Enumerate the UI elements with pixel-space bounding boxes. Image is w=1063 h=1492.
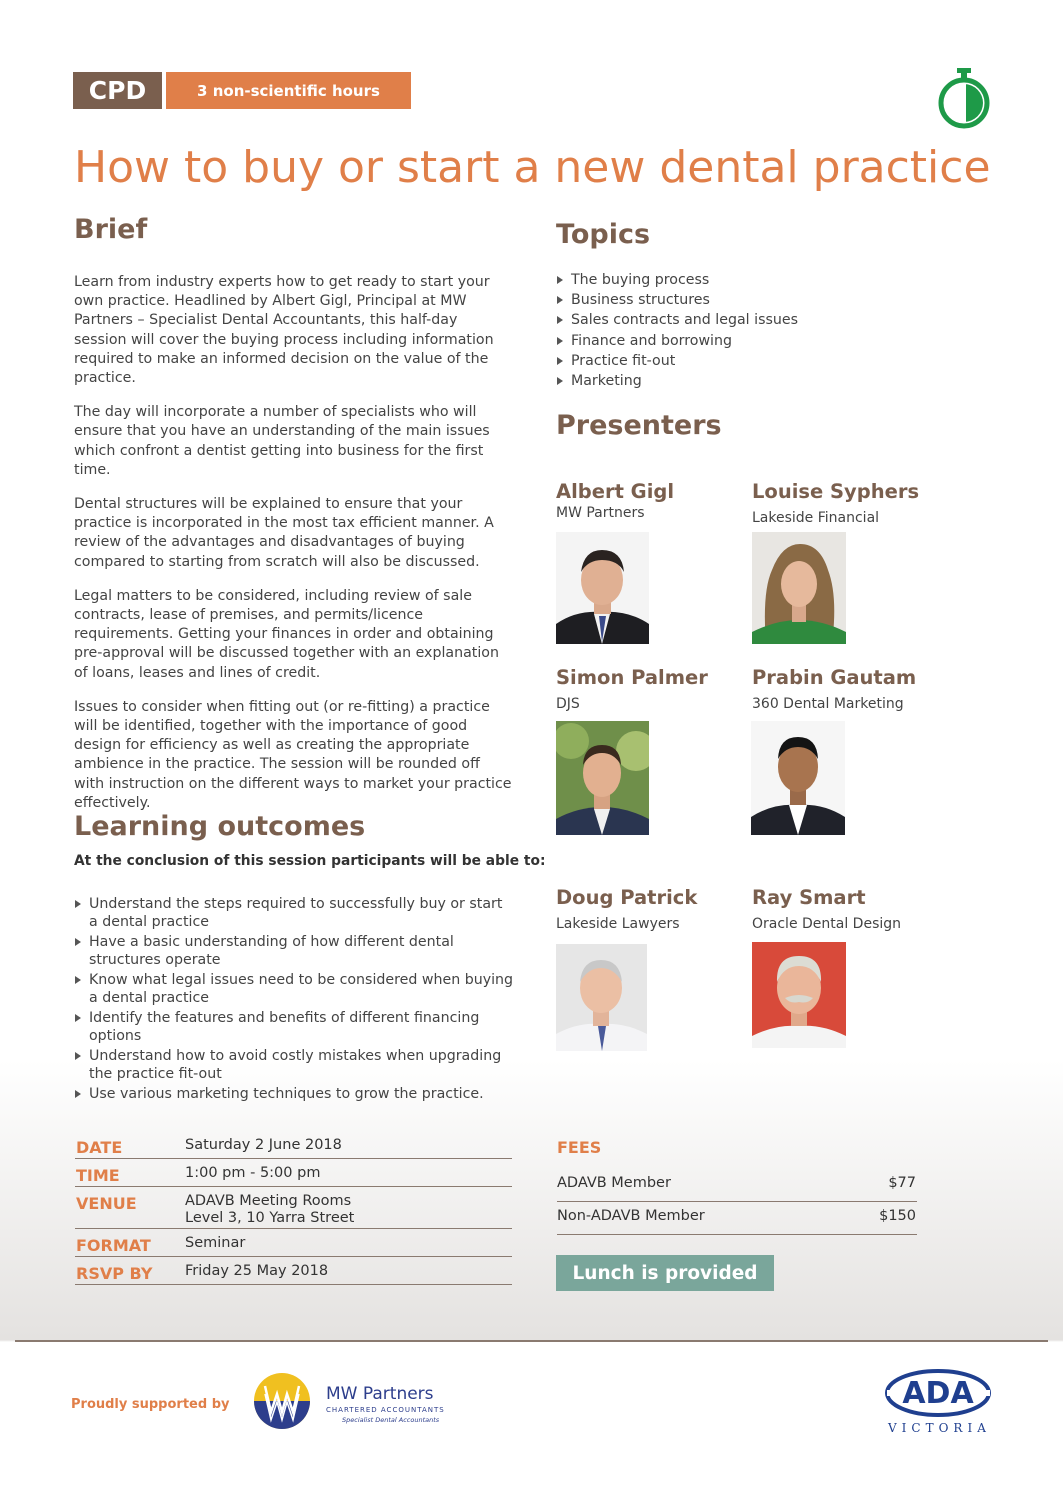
event-format-label: FORMAT (76, 1236, 151, 1255)
fee-row (557, 1175, 917, 1202)
presenter-photo (751, 721, 845, 835)
learning-intro: At the conclusion of this session participants will be able to: (74, 853, 546, 869)
event-time-row (75, 1159, 512, 1187)
learning-heading: Learning outcomes (74, 811, 366, 842)
presenter-org: Lakeside Financial (752, 510, 880, 526)
ada-victoria-label: VICTORIA (888, 1421, 991, 1435)
list-item: Understand the steps required to successfully buy or start a dental practice (74, 895, 514, 931)
list-item: Sales contracts and legal issues (556, 310, 798, 330)
presenter-org: 360 Dental Marketing (752, 696, 904, 712)
list-item: Finance and borrowing (556, 331, 798, 351)
brief-paragraph: The day will incorporate a number of specialists who will ensure that you have an understanding of the main issues which confront a dentist getting into business for the first time. (74, 404, 490, 478)
event-venue-label: VENUE (76, 1194, 137, 1213)
presenter-name: Doug Patrick (556, 886, 698, 909)
topics-heading: Topics (556, 219, 651, 250)
event-venue-line1: ADAVB Meeting Rooms (185, 1193, 352, 1209)
event-venue-line2: Level 3, 10 Yarra Street (185, 1210, 355, 1226)
event-date-label: DATE (76, 1138, 123, 1157)
mw-partners-subtitle: CHARTERED ACCOUNTANTS (326, 1406, 445, 1414)
list-item: The buying process (556, 270, 798, 290)
event-rsvp-value: Friday 25 May 2018 (185, 1263, 329, 1279)
event-time-value: 1:00 pm - 5:00 pm (185, 1165, 321, 1181)
event-venue-row (75, 1187, 512, 1229)
presenter-org: Lakeside Lawyers (556, 916, 680, 932)
presenter-name: Albert Gigl (556, 480, 675, 503)
stopwatch-icon (933, 66, 995, 132)
presenter-photo (556, 721, 649, 835)
topics-list (556, 270, 798, 391)
event-time-label: TIME (76, 1166, 120, 1185)
presenter-name: Ray Smart (752, 886, 866, 909)
event-format-row (75, 1229, 512, 1257)
presenters-heading: Presenters (556, 410, 722, 441)
cpd-hours: 3 non-scientific hours (166, 72, 411, 109)
mw-partners-logo-icon (253, 1372, 311, 1430)
fee-amount: $77 (888, 1175, 916, 1191)
cpd-badge (73, 72, 411, 109)
brief-body (74, 273, 514, 828)
event-date-row (75, 1136, 512, 1159)
list-item: Practice fit-out (556, 351, 798, 371)
mw-partners-text (326, 1384, 445, 1424)
list-item: Marketing (556, 371, 798, 391)
presenter-photo (752, 942, 846, 1048)
presenter-name: Louise Syphers (752, 480, 920, 503)
presenter-org: DJS (556, 696, 580, 712)
presenter-org: Oracle Dental Design (752, 916, 902, 932)
event-rsvp-label: RSVP BY (76, 1264, 153, 1283)
fee-label: ADAVB Member (557, 1175, 671, 1191)
fee-row (557, 1208, 917, 1235)
event-format-value: Seminar (185, 1235, 246, 1251)
list-item: Use various marketing techniques to grow the practice. (74, 1085, 514, 1103)
brief-paragraph: Dental structures will be explained to ensure that your practice is incorporated in the most tax efficient manner. A review of the advantages and disadvantages of buying compared to starting from scratch will also be discussed. (74, 496, 494, 570)
list-item: Know what legal issues need to be considered when buying a dental practice (74, 971, 514, 1007)
page-title: How to buy or start a new dental practice (74, 142, 991, 193)
presenter-photo (556, 944, 647, 1051)
footer-divider (15, 1340, 1048, 1342)
brief-paragraph: Learn from industry experts how to get ready to start your own practice. Headlined by Albert Gigl, Principal at MW Partners – Specialist Dental Accountants, this half-day session will cover the buying process including information required to make an informed decision on the value of the practice. (74, 274, 494, 387)
presenter-name: Prabin Gautam (752, 666, 917, 689)
ada-logo-text: ADA (902, 1376, 974, 1411)
list-item: Business structures (556, 290, 798, 310)
presenter-photo (556, 532, 649, 644)
fee-label: Non-ADAVB Member (557, 1208, 705, 1224)
list-item: Have a basic understanding of how different dental structures operate (74, 933, 514, 969)
brief-heading: Brief (74, 214, 148, 245)
cpd-label: CPD (73, 72, 162, 109)
lunch-banner: Lunch is provided (556, 1255, 774, 1291)
mw-partners-name: MW Partners (326, 1384, 434, 1404)
presenter-name: Simon Palmer (556, 666, 708, 689)
learning-list (74, 895, 514, 1104)
list-item: Identify the features and benefits of different financing options (74, 1009, 514, 1045)
list-item: Understand how to avoid costly mistakes when upgrading the practice fit-out (74, 1047, 514, 1083)
ada-logo-icon (885, 1368, 992, 1418)
presenter-org: MW Partners (556, 505, 645, 521)
event-rsvp-row (75, 1257, 512, 1285)
fees-heading: FEES (557, 1138, 602, 1157)
brief-paragraph: Legal matters to be considered, including review of sale contracts, lease of premises, and permits/licence requirements. Getting your finances in order and obtaining pre-approval will be discussed together with an explanation of loans, leases and lines of credit. (74, 587, 499, 681)
mw-partners-tagline: Specialist Dental Accountants (342, 1416, 440, 1424)
supported-by-label: Proudly supported by (71, 1397, 230, 1412)
fee-amount: $150 (879, 1208, 916, 1224)
presenter-photo (752, 532, 846, 644)
event-date-value: Saturday 2 June 2018 (185, 1137, 342, 1153)
brief-paragraph: Issues to consider when fitting out (or re-fitting) a practice will be identified, together with the importance of good design for efficiency as well as creating the appropriate ambience in the practice. The session will be rounded off with instruction on the different ways to market your practice effectively. (74, 698, 512, 811)
